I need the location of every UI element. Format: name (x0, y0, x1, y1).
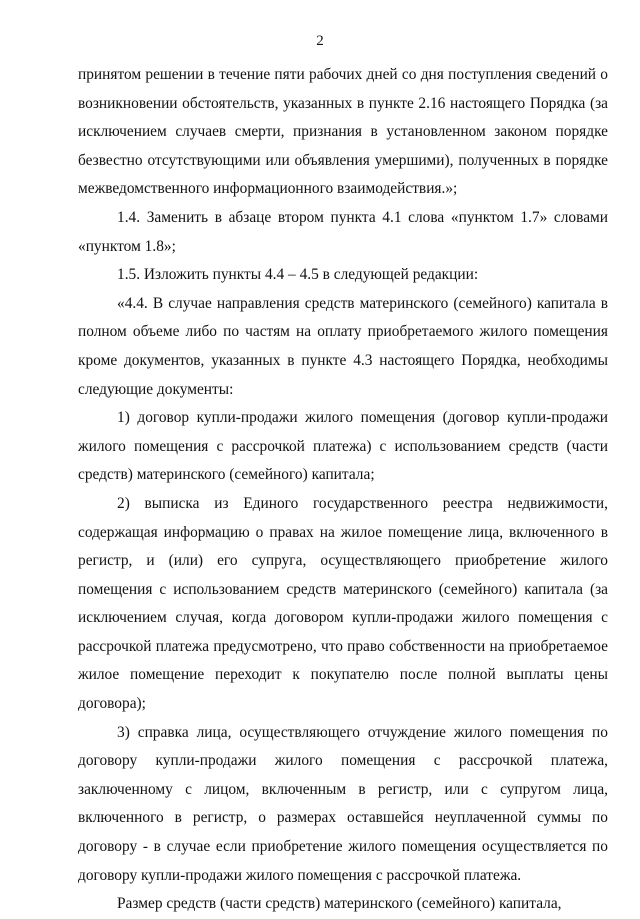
paragraph-subitem-2: 2) выписка из Единого государственного реестра недвижимости, содержащая информацию о правах на жилое помещение лица, включенного в регистр, и (или) его супруга, осуществляющего приобретение жилого помещения с использованием средств материнского (семейного) капитала (за исключением случая, когда договором купли-продажи жилого помещения с рассрочкой платежа предусмотрено, что право собственности на приобретаемое жилое помещение переходит к покупателю после полной выплаты цены договора); (78, 494, 608, 713)
page-number: 2 (316, 33, 324, 49)
paragraph-item-4-4: «4.4. В случае направления средств материнского (семейного) капитала в полном объеме либо по частям на оплату приобретаемого жилого помещения кроме документов, указанных в пункте 4.3 настоящего Порядка, необходимы следующие документы: (78, 294, 608, 398)
paragraph-item-1-4: 1.4. Заменить в абзаце втором пункта 4.1 слова «пунктом 1.7» словами «пунктом 1.8»; (78, 208, 608, 255)
paragraph-subitem-1: 1) договор купли-продажи жилого помещения (договор купли-продажи жилого помещения с рассрочкой платежа) с использованием средств (части средств) материнского (семейного) капитала; (78, 409, 608, 484)
paragraph-continuation: принятом решении в течение пяти рабочих дней со дня поступления сведений о возникновении обстоятельств, указанных в пункте 2.16 настоящего Порядка (за исключением случаев смерти, признания в установленном законом порядке безвестно отсутствующими или объявления умершими), полученных в порядке межведомственного информационного взаимодействия.»; (78, 66, 608, 198)
paragraph-item-1-5: 1.5. Изложить пункты 4.4 – 4.5 в следующей редакции: (117, 266, 479, 284)
paragraph-subitem-3: 3) справка лица, осуществляющего отчуждение жилого помещения по договору купли-продажи жилого помещения с рассрочкой платежа, заключенному с лицом, включенным в регистр, или с супругом лица, включенного в регистр, о размерах оставшейся неуплаченной суммы по договору - в случае если приобретение жилого помещения осуществляется по договору купли-продажи жилого помещения с рассрочкой платежа. (78, 723, 608, 884)
document-body (78, 61, 608, 919)
paragraph-capital-amount: Размер средств (части средств) материнского (семейного) капитала, (117, 895, 562, 913)
